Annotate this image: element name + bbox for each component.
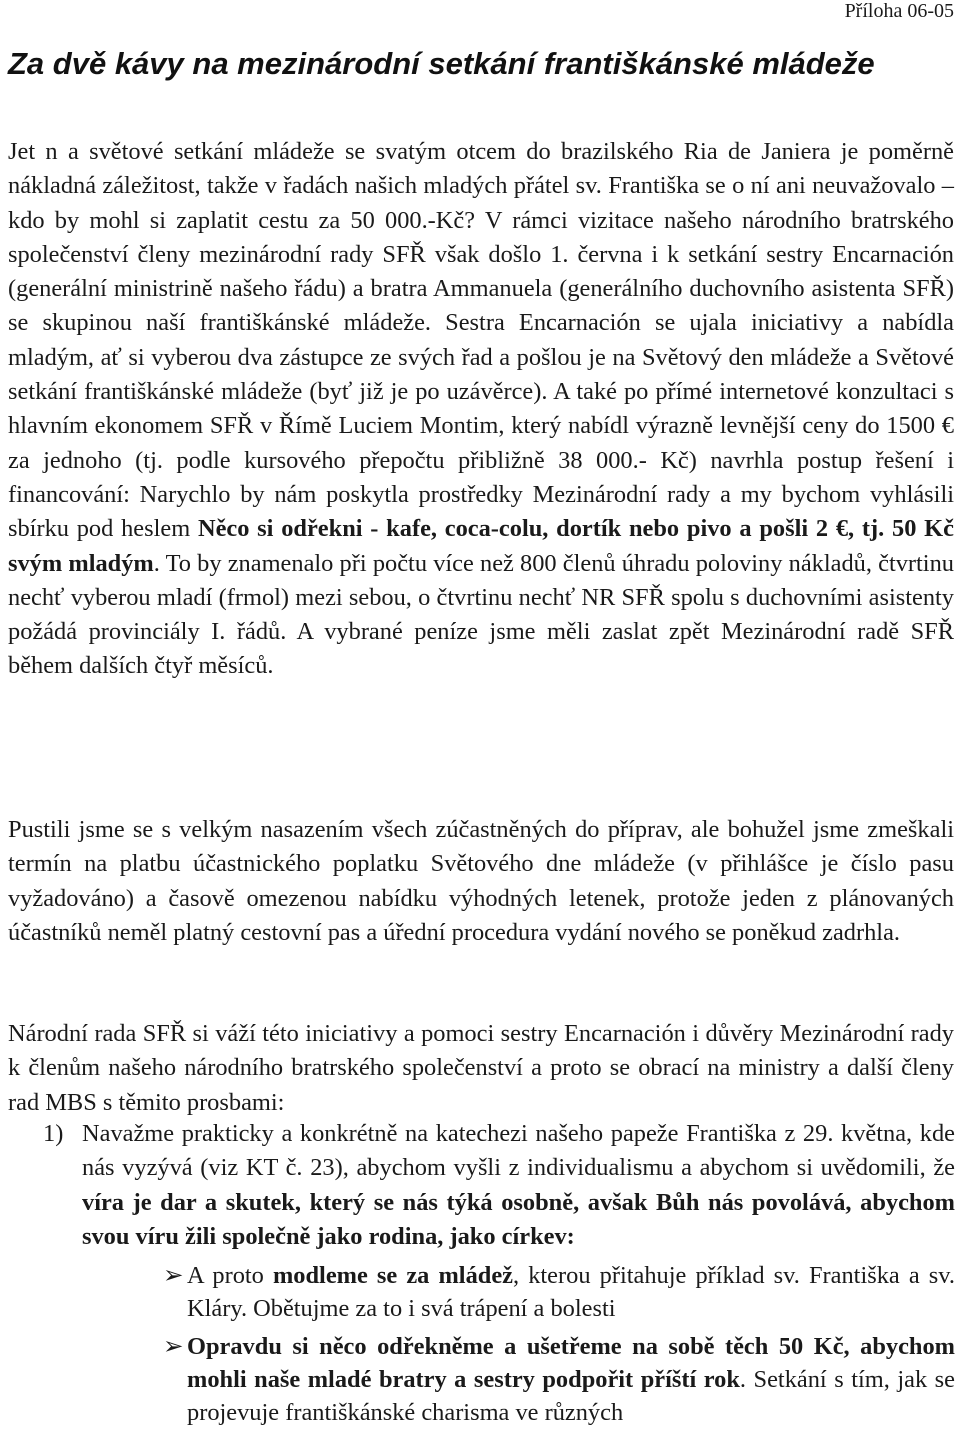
paragraph-preparations: Pustili jsme se s velkým nasazením všech zúčastněných do příprav, ale bohužel jsme zmeškali termín na platbu účastnického poplatku Světového dne mládeže (v přihlášce je číslo pasu vyžadováno) a časově omezenou nabídku výhodných letenek, protože jeden z plánovaných účastníků neměl platný cestovní pas a úřední procedura vydání nového se poněkud zadrhla.	[8, 816, 954, 946]
intro-text-end: . To by znamenalo při počtu více než 800 členů úhradu poloviny nákladů, čtvrtinu nechť vyberou mladí (frmol) mezi sebou, o čtvrtinu nechť NR SFŘ spolu s duchovními asistenty požádá provinciály I. řádů. A vybrané peníze jsme měli zaslat zpět Mezinárodní radě SFŘ během dalších čtyř měsíců.	[8, 549, 954, 680]
page-title: Za dvě kávy na mezinárodní setkání františkánské mládeže	[8, 46, 875, 81]
list-item-text: Navažme prakticky a konkrétně na katechezi našeho papeže Františka z 29. května, kde nás vyzývá (viz KT č. 23), abychom vyšli z individualismu a abychom si uvědomili, že	[82, 1120, 955, 1182]
request-list	[43, 1117, 955, 1429]
intro-text: Jet n a světové setkání mládeže se svatým otcem do brazilského Ria de Janiera je poměrně nákladná záležitost, takže v řadách našich mladých přátel sv. Františka se o ní ani neuvažovalo – kdo by mohl si zaplatit cestu za 50 000.-Kč? V rámci vizitace našeho národního bratrského společenství členy mezinárodní rady SFŘ však došlo 1. června i k setkání sestry Encarnación (generální ministrině našeho řádu) a bratra Ammanuela (generálního duchovního asistenta SFŘ) se skupinou naší františkánské mládeže. Sestra Encarnación se ujala iniciativy a nabídla mladým, ať si vyberou dva zástupce ze svých řad a pošlou je na Světový den mládeže a Světové setkání františkánské mládeže (byť již je po uzávěrce). A také po přímé internetové konzultaci s hlavním ekonomem SFŘ v Římě Luciem Montim, který nabídl výrazně levnější ceny do 1500 € za jednoho (tj. podle kursového přepočtu přibližně 38 000.- Kč) navrhla postup řešení i financování: Narychlo by nám poskytla prostředky Mezinárodní rady a my bychom vyhlásili sbírku pod heslem	[8, 138, 954, 543]
list-number: 1)	[43, 1120, 64, 1147]
list-item-emphasis: víra je dar a skutek, který se nás týká osobně, avšak Bůh nás povolává, abychom svou víru žili společně jako rodina, jako církev:	[82, 1188, 955, 1250]
arrow-bullet-icon: ➢	[163, 1262, 184, 1290]
bullet-text-end: . Setkání s tím, jak se projevuje františkánské charisma ve různých	[187, 1366, 955, 1427]
arrow-bullet-icon: ➢	[163, 1333, 184, 1361]
list-item	[43, 1117, 955, 1254]
annex-label: Příloha 06-05	[844, 0, 954, 22]
paragraph-requests: Národní rada SFŘ si váží této iniciativy a pomoci sestry Encarnación i důvěry Mezinárodní rady k členům našeho národního bratrského společenství a proto se obrací na ministry a další členy rad MBS s těmito prosbami:	[8, 1020, 954, 1116]
bullet-item	[163, 1259, 955, 1325]
bullet-text: A proto	[187, 1262, 273, 1290]
bullet-text-end: , kterou přitahuje příklad sv. Františka a sv. Kláry. Obětujme za to i svá trápení a bolesti	[187, 1262, 955, 1323]
paragraph-intro	[8, 135, 954, 684]
bullet-emphasis: modleme se za mládež	[272, 1262, 513, 1290]
intro-slogan: Něco si odřekni - kafe, coca-colu, dortík nebo pivo a pošli 2 €, tj. 50 Kč svým mladým	[8, 515, 954, 577]
bullet-item	[163, 1330, 955, 1429]
bullet-emphasis: Opravdu si něco odřekněme a ušetřeme na sobě těch 50 Kč, abychom mohli naše mladé bratry a sestry podpořit příští rok	[187, 1333, 955, 1394]
